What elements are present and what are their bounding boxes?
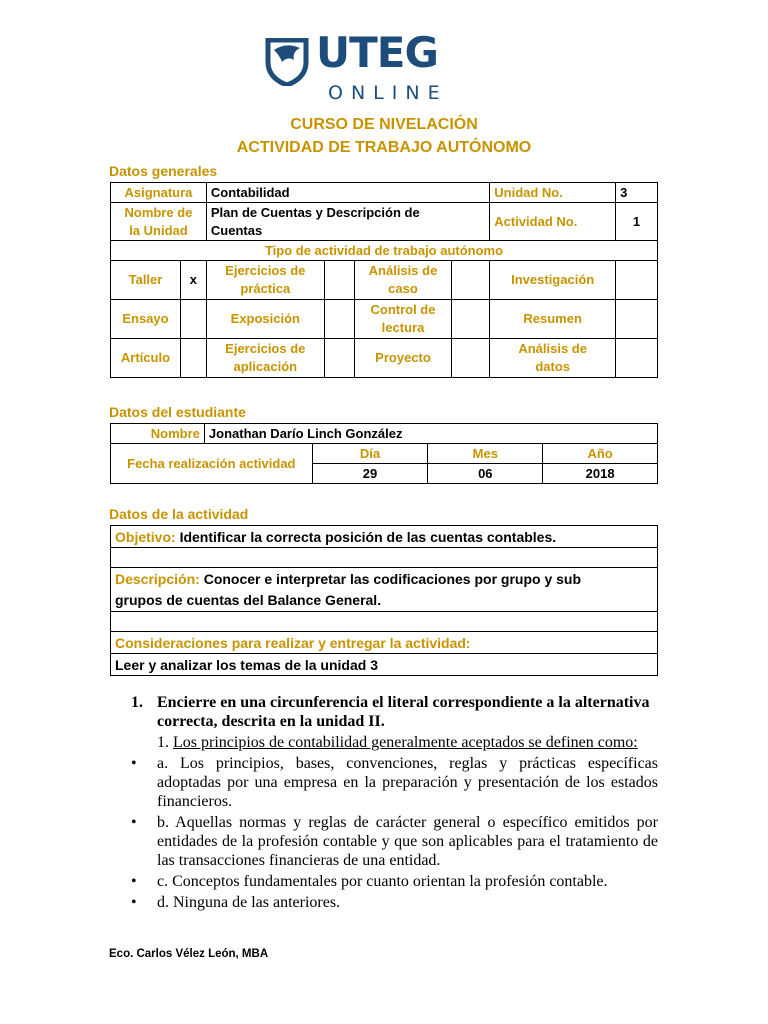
option-text: d. Ninguna de las anteriores. (157, 894, 341, 911)
option-text: c. Conceptos fundamentales por cuanto orientan la profesión contable. (157, 873, 608, 890)
tipo-articulo: Artículo (111, 339, 181, 378)
unidad-value: 3 (616, 183, 658, 203)
section-student: Datos del estudiante (109, 404, 246, 420)
descripcion-value-2: grupos de cuentas del Balance General. (115, 591, 382, 608)
option-d (131, 893, 658, 912)
tipo-analisis-datos: Análisis de datos (490, 339, 616, 378)
student-name-value: Jonathan Darío Linch González (204, 424, 657, 444)
tipo-proyecto-mark (452, 339, 490, 378)
mes-value: 06 (428, 464, 543, 484)
option-text: b. Aquellas normas y reglas de carácter general o específico emitidos por entidades de la profesión contable y que son aplicables para el tratamiento de las transacciones financieras de una entidad. (157, 814, 658, 869)
asignatura-label: Asignatura (111, 183, 207, 203)
tipo-control-lectura: Control de lectura (354, 300, 452, 339)
question-number: 1. (131, 694, 143, 711)
student-name-label: Nombre (111, 424, 205, 444)
section-general: Datos generales (109, 163, 218, 179)
lion-shield-icon (264, 38, 310, 86)
consideraciones-label: Consideraciones para realizar y entregar la actividad: (111, 632, 658, 654)
questions-block (131, 693, 658, 912)
tipo-articulo-mark (180, 339, 206, 378)
blank-row (111, 548, 658, 568)
question-1 (131, 693, 658, 731)
fecha-label: Fecha realización actividad (111, 444, 313, 484)
asignatura-value: Contabilidad (206, 183, 489, 203)
tipo-resumen: Resumen (490, 300, 616, 339)
tipo-analisis-caso-mark (452, 261, 490, 300)
objetivo-row (111, 526, 658, 548)
logo-brand: UTEG (316, 28, 438, 77)
course-title: CURSO DE NIVELACIÓN (290, 116, 478, 133)
tipo-header: Tipo de actividad de trabajo autónomo (111, 241, 658, 261)
objetivo-value: Identificar la correcta posición de las cuentas contables. (179, 528, 557, 545)
tipo-exposicion-mark (324, 300, 354, 339)
general-table (110, 182, 658, 378)
mes-label: Mes (428, 444, 543, 464)
tipo-ejercicios-practica: Ejercicios de práctica (206, 261, 324, 300)
bullet-icon: • (131, 873, 137, 890)
tipo-investigacion-mark (616, 261, 658, 300)
actividad-label: Actividad No. (490, 203, 616, 241)
descripcion-row (111, 568, 658, 612)
nombre-unidad-label: Nombre de la Unidad (111, 203, 207, 241)
nombre-unidad-value: Plan de Cuentas y Descripción de Cuentas (206, 203, 489, 241)
tipo-taller-mark: x (180, 261, 206, 300)
anio-label: Año (543, 444, 658, 464)
footer-author: Eco. Carlos Vélez León, MBA (109, 948, 269, 960)
tipo-ejercicios-practica-mark (324, 261, 354, 300)
descripcion-value: Conocer e interpretar las codificaciones por grupo y sub (203, 570, 582, 587)
dia-value: 29 (312, 464, 428, 484)
objetivo-label: Objetivo: (115, 528, 176, 545)
tipo-ensayo: Ensayo (111, 300, 181, 339)
option-c (131, 872, 658, 891)
anio-value: 2018 (543, 464, 658, 484)
consideraciones-value: Leer y analizar los temas de la unidad 3 (111, 654, 658, 676)
tipo-ejercicios-aplicacion-mark (324, 339, 354, 378)
bullet-icon: • (131, 894, 137, 911)
tipo-resumen-mark (616, 300, 658, 339)
tipo-analisis-caso: Análisis de caso (354, 261, 452, 300)
sub-question-number: 1. (157, 734, 169, 751)
descripcion-label: Descripción: (115, 570, 200, 587)
tipo-taller: Taller (111, 261, 181, 300)
bullet-icon: • (131, 814, 137, 831)
student-table (110, 423, 658, 484)
tipo-exposicion: Exposición (206, 300, 324, 339)
uteg-logo (264, 28, 474, 106)
question-text: Encierre en una circunferencia el literal correspondiente a la alternativa correcta, descrita en la unidad II. (157, 694, 650, 730)
tipo-ensayo-mark (180, 300, 206, 339)
blank-row (111, 612, 658, 632)
sub-question-text: Los principios de contabilidad generalmente aceptados se definen como: (173, 734, 638, 751)
section-activity: Datos de la actividad (109, 506, 249, 522)
actividad-value: 1 (616, 203, 658, 241)
option-b (131, 813, 658, 870)
option-a (131, 754, 658, 811)
sub-question (131, 733, 658, 752)
logo-sub: ONLINE (328, 82, 448, 104)
tipo-control-lectura-mark (452, 300, 490, 339)
bullet-icon: • (131, 755, 137, 772)
activity-title: ACTIVIDAD DE TRABAJO AUTÓNOMO (236, 139, 532, 156)
unidad-label: Unidad No. (490, 183, 616, 203)
option-text: a. Los principios, bases, convenciones, reglas y prácticas específicas adoptadas por una empresa en la preparación y presentación de los estados financieros. (157, 755, 658, 810)
tipo-ejercicios-aplicacion: Ejercicios de aplicación (206, 339, 324, 378)
dia-label: Día (312, 444, 428, 464)
tipo-investigacion: Investigación (490, 261, 616, 300)
tipo-analisis-datos-mark (616, 339, 658, 378)
activity-table (110, 525, 658, 676)
tipo-proyecto: Proyecto (354, 339, 452, 378)
